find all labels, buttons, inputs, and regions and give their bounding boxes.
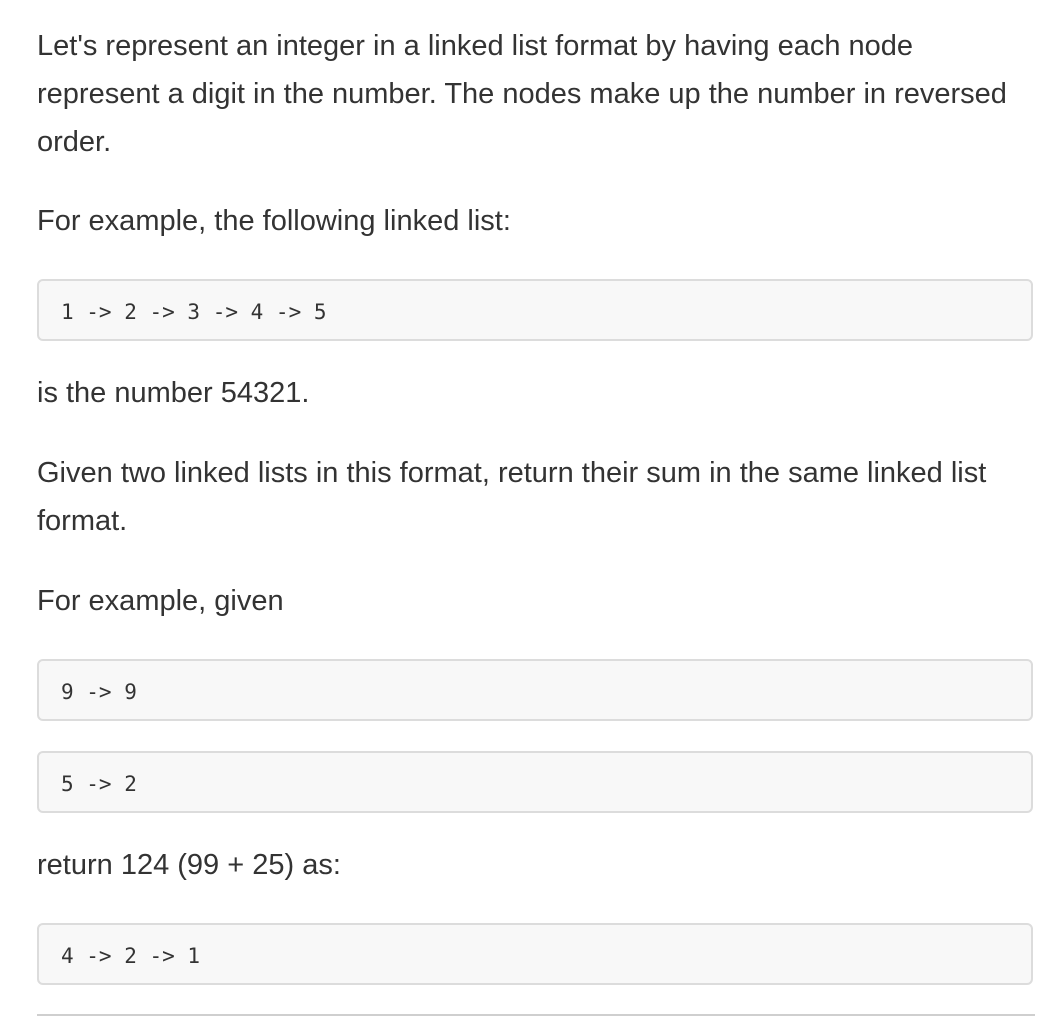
given-intro-text: For example, given [37, 585, 284, 617]
section-divider [37, 1014, 1035, 1016]
example-result-text: is the number 54321. [37, 377, 310, 409]
result-list-code-block [37, 923, 1033, 985]
example-list-code-block [37, 279, 1033, 341]
intro-paragraph: Let's represent an integer in a linked list format by having each node represent a digit in the number. The nodes make up the number in reversed order. [37, 30, 1007, 158]
list-b-code-block [37, 751, 1033, 813]
task-paragraph: Given two linked lists in this format, return their sum in the same linked list format. [37, 457, 987, 537]
list-a-code: 9 -> 9 [61, 680, 137, 704]
list-a-code-block [37, 659, 1033, 721]
example-list-code: 1 -> 2 -> 3 -> 4 -> 5 [61, 300, 327, 324]
list-b-code: 5 -> 2 [61, 772, 137, 796]
result-list-code: 4 -> 2 -> 1 [61, 944, 201, 968]
example-intro-text: For example, the following linked list: [37, 205, 511, 237]
return-intro-text: return 124 (99 + 25) as: [37, 849, 341, 881]
